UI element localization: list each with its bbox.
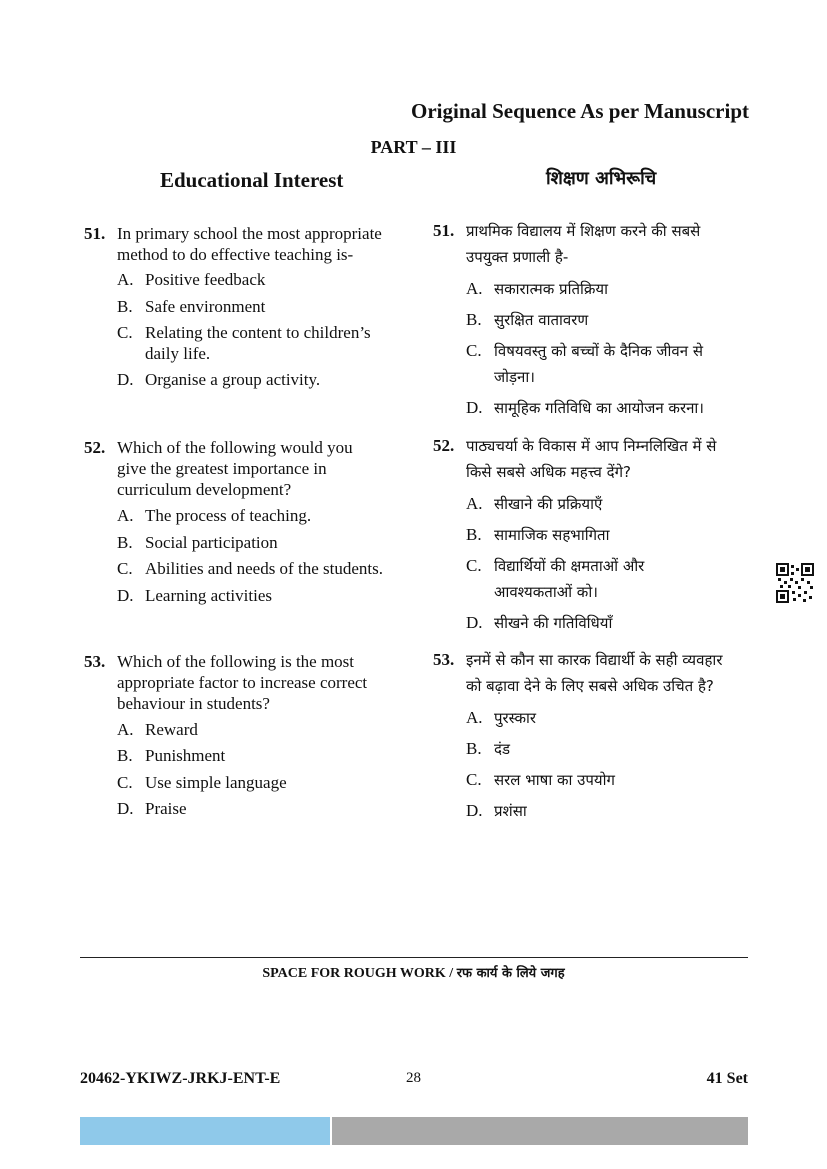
sequence-note: Original Sequence As per Manuscript [411,99,749,123]
question-stem [466,433,766,485]
question-number: 52. [84,438,106,457]
rough-work-label [0,963,827,982]
option-text [494,736,764,762]
option-line: सीखने की गतिविधियाँ [494,614,613,632]
page-number: 28 [406,1070,421,1086]
question-stem [466,218,766,270]
option-letter: C. [117,323,133,342]
option-text [494,276,764,302]
option-text [145,322,415,364]
question-stem [117,651,367,714]
stem-line: किसे सबसे अधिक महत्त्व देंगे? [466,463,631,481]
set-label: 41 Set [706,1070,748,1087]
stem-line: प्राथमिक विद्यालय में शिक्षण करने की सबसे [466,222,701,240]
option-letter: D. [117,370,134,389]
option-letter: C. [466,770,482,789]
footer-bar-blue [80,1117,330,1145]
question-stem [117,223,382,265]
question-stem [466,647,766,699]
option-letter: B. [466,310,482,329]
question-number: 51. [433,221,455,240]
section-title-english: Educational Interest [160,168,344,192]
question-number: 51. [84,224,106,243]
option-letter: A. [117,506,134,525]
option-text [494,395,774,421]
option-text [145,296,415,317]
stem-line: Which of the following would you [117,438,353,457]
option-text [494,705,764,731]
option-text [494,338,764,390]
option-letter: D. [466,398,483,417]
option-letter: D. [466,613,483,632]
option-line: सीखाने की प्रक्रियाएँ [494,495,603,513]
option-letter: B. [117,533,133,552]
option-letter: C. [466,341,482,360]
stem-line: behaviour in students? [117,694,270,713]
option-text [494,610,764,636]
option-text [494,553,764,605]
stem-line: curriculum development? [117,480,292,499]
question-number: 52. [433,436,455,455]
option-line: Praise [145,799,187,818]
stem-line: give the greatest importance in [117,459,327,478]
option-line: प्रशंसा [494,802,527,820]
stem-line: को बढ़ावा देने के लिए सबसे अधिक उचित है? [466,677,714,695]
option-text [494,522,764,548]
option-text [145,532,425,553]
option-line: आवश्यकताओं को। [494,583,598,601]
option-letter: D. [466,801,483,820]
option-text [494,798,764,824]
option-text [494,491,764,517]
option-text [145,369,415,390]
footer-divider [80,957,748,958]
option-letter: C. [117,773,133,792]
question-number: 53. [433,650,455,669]
stem-line: उपयुक्त प्रणाली है- [466,248,569,266]
option-text [145,269,415,290]
qr-code-icon [776,563,814,603]
option-line: दंड [494,740,510,758]
option-line: Safe environment [145,297,266,316]
option-line: Learning activities [145,586,272,605]
option-line: सकारात्मक प्रतिक्रिया [494,280,608,298]
option-text [494,767,764,793]
option-line: Social participation [145,533,278,552]
stem-line: इनमें से कौन सा कारक विद्यार्थी के सही व्यवहार [466,651,723,669]
option-letter: A. [466,279,483,298]
option-text [145,745,425,766]
stem-line: method to do effective teaching is- [117,245,354,264]
section-title-hindi: शिक्षण अभिरूचि [546,168,657,189]
option-letter: B. [117,746,133,765]
option-text [145,585,425,606]
option-line: Use simple language [145,773,287,792]
option-letter: B. [117,297,133,316]
rough-work-english: SPACE FOR ROUGH WORK / [262,966,457,981]
booklet-code: 20462-YKIWZ-JRKJ-ENT-E [80,1070,281,1087]
option-letter: D. [117,799,134,818]
stem-line: Which of the following is the most [117,652,355,671]
option-line: daily life. [145,344,211,363]
option-line: सामूहिक गतिविधि का आयोजन करना। [494,399,704,417]
option-text [145,719,425,740]
option-line: Relating the content to children’s [145,323,371,342]
option-line: Punishment [145,746,226,765]
option-letter: C. [117,559,133,578]
option-line: विद्यार्थियों की क्षमताओं और [494,557,645,575]
option-line: सुरक्षित वातावरण [494,311,589,329]
option-letter: C. [466,556,482,575]
option-line: पुरस्कार [494,709,537,727]
option-line: सरल भाषा का उपयोग [494,771,615,789]
stem-line: पाठ्यचर्या के विकास में आप निम्नलिखित में से [466,437,717,455]
option-letter: B. [466,525,482,544]
question-stem [117,437,353,500]
option-line: विषयवस्तु को बच्चों के दैनिक जीवन से [494,342,703,360]
stem-line: In primary school the most appropriate [117,224,382,243]
option-line: Abilities and needs of the students. [145,559,383,578]
part-heading: PART – III [370,137,457,157]
option-line: Organise a group activity. [145,370,321,389]
option-line: Positive feedback [145,270,266,289]
question-number: 53. [84,652,106,671]
option-line: The process of teaching. [145,506,312,525]
option-letter: A. [466,494,483,513]
option-line: जोड़ना। [494,368,535,386]
option-letter: A. [117,720,134,739]
option-letter: A. [466,708,483,727]
footer-bar-gray [332,1117,748,1145]
option-text [145,505,425,526]
option-text [145,798,425,819]
option-line: सामाजिक सहभागिता [494,526,610,544]
option-text [145,772,425,793]
stem-line: appropriate factor to increase correct [117,673,368,692]
option-letter: D. [117,586,134,605]
option-text [145,558,435,579]
rough-work-hindi: रफ कार्य के लिये जगह [456,966,565,981]
option-letter: A. [117,270,134,289]
option-line: Reward [145,720,198,739]
option-letter: B. [466,739,482,758]
option-text [494,307,764,333]
